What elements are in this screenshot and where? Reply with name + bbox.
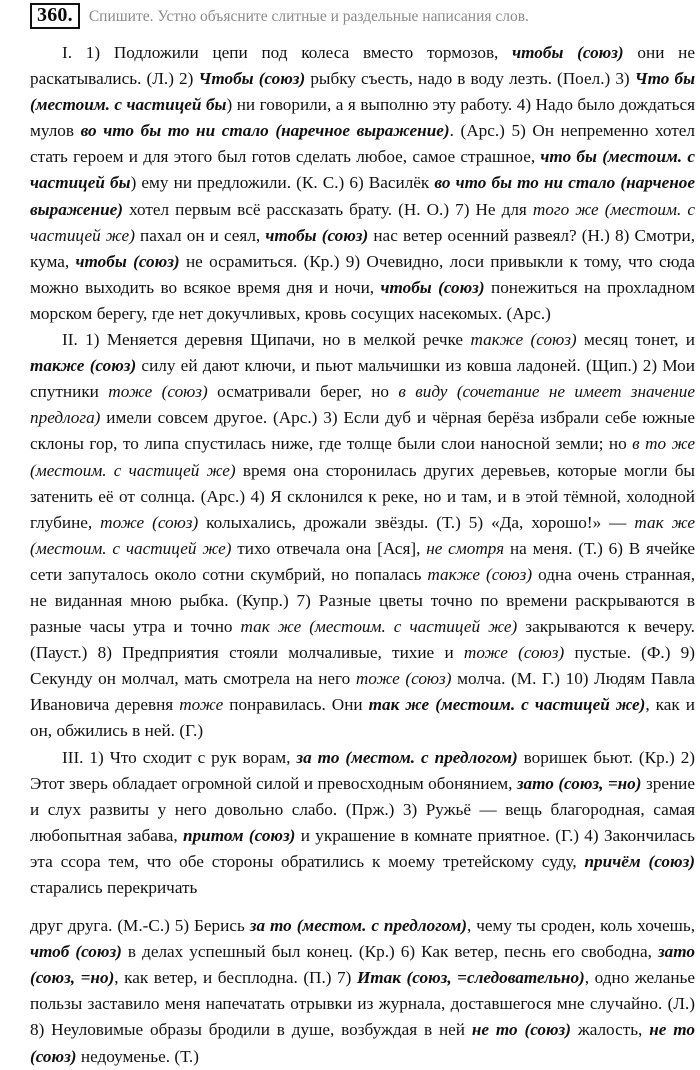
emphasis-italic: в виду (сочетание не имеет значение предлога) bbox=[30, 382, 695, 428]
text-run: рыбку съесть, надо в воду лезть. (Поел.) 3) bbox=[305, 69, 635, 89]
emphasis-bold-italic: также (союз) bbox=[30, 356, 137, 376]
text-run: , как и он, обжились в ней. (Г.) bbox=[30, 695, 696, 741]
text-run: воришек бьют. (Кр.) 2) Этот зверь обладает огромной силой и превосходным обонянием, bbox=[30, 747, 696, 793]
emphasis-bold-italic: во что бы то ни стало (наречное выражение) bbox=[80, 121, 450, 141]
emphasis-bold-italic: за то (местом. с предлогом) bbox=[296, 747, 518, 767]
text-run: зрение и слух развиты у него довольно слабо. (Прж.) 3) Ружьё — вещь благородная, самая любопытная забава, bbox=[30, 773, 695, 845]
emphasis-bold-italic: Что бы (местоим. с частицей бы bbox=[30, 69, 695, 115]
text-run: одна очень странная, не виданная мною рыбка. (Купр.) 7) Разные цветы точно по времени раскрываются в разные часы утра и точно bbox=[30, 564, 695, 637]
emphasis-italic: в то же (местоим. с частицей же) bbox=[30, 434, 695, 480]
text-run: они не раскатывались. (Л.) 2) bbox=[30, 43, 695, 89]
emphasis-bold-italic: не то (союз) bbox=[30, 1020, 695, 1066]
emphasis-italic: того же (местоим. с частицей же) bbox=[30, 199, 695, 245]
section-paragraph-3 bbox=[30, 745, 695, 902]
emphasis-italic: тоже (союз) bbox=[355, 669, 452, 689]
emphasis-bold-italic: зато (союз, =но) bbox=[516, 773, 642, 793]
emphasis-bold-italic: чтобы (союз) bbox=[265, 225, 369, 245]
emphasis-bold-italic: Итак (союз, =следовательно) bbox=[356, 968, 585, 988]
emphasis-bold-italic: во что бы то ни стало (нарченое выражение) bbox=[30, 173, 695, 219]
emphasis-italic: тоже (союз) bbox=[108, 382, 208, 402]
text-run: имели совсем другое. (Арс.) 3) Если дуб и чёрная берёза избрали себе южные склоны гор, то липа спустилась ниже, где толще были слои наносной земли; но bbox=[30, 408, 695, 454]
column-break-spacer bbox=[30, 901, 695, 913]
text-run: . (Арс.) 5) Он непременно хотел стать героем и для этого был готов сделать любое, самое страшное, bbox=[30, 121, 695, 167]
emphasis-italic: так же (местоим. с частицей же) bbox=[240, 617, 518, 637]
emphasis-italic: тоже (союз) bbox=[100, 512, 199, 532]
text-run: в делах успешный был конец. (Кр.) 6) Как ветер, песнь его свободна, bbox=[121, 942, 658, 962]
text-run: недоуменье. (Т.) bbox=[76, 1046, 199, 1066]
text-run: старались перекричать bbox=[30, 878, 198, 897]
text-run: жалость, bbox=[570, 1020, 650, 1040]
text-run: закрываются к вечеру. (Пауст.) 8) Предприятия стояли молчаливые, тихие и bbox=[30, 617, 695, 663]
text-run: на меня. (Т.) 6) В ячейке сети запуталось около сотни скумбрий, но попалась bbox=[30, 538, 695, 584]
text-run: ) ему ни предложили. (К. С.) 6) Василёк bbox=[130, 173, 435, 193]
emphasis-bold-italic: чтобы (союз) bbox=[512, 43, 624, 62]
text-run: понежиться на прохладном морском берегу, где нет докучливых, кровь сосущих насекомых. (Арс.) bbox=[30, 277, 696, 323]
emphasis-bold-italic: за то (местом. с предлогом) bbox=[249, 916, 467, 936]
text-run: хотел первым всё рассказать брату. (Н. О.) 7) Не для bbox=[123, 199, 533, 219]
emphasis-italic: также (союз) bbox=[470, 330, 577, 350]
text-run: пустые. (Ф.) 9) Секунду он молчал, мать смотрела на него bbox=[30, 643, 696, 689]
emphasis-bold-italic: зато (союз, =но) bbox=[30, 942, 695, 988]
text-run: , как ветер, и бесплодна. (П.) 7) bbox=[114, 968, 357, 988]
exercise-header bbox=[0, 0, 700, 30]
section-paragraph-3-continued bbox=[30, 913, 695, 1070]
text-run: осматривали берег, но bbox=[207, 382, 399, 402]
emphasis-bold-italic: чтоб (союз) bbox=[30, 942, 122, 962]
emphasis-italic: тоже bbox=[179, 695, 224, 715]
emphasis-bold-italic: Чтобы (союз) bbox=[198, 69, 306, 89]
emphasis-bold-italic: что бы (местоим. с частицей бы bbox=[30, 147, 695, 193]
text-run: нас ветер осенний развеял? (Н.) 8) Смотри, кума, bbox=[30, 225, 695, 271]
text-run: друг друга. (М.-С.) 5) Берись bbox=[30, 916, 250, 936]
text-run: II. 1) Меняется деревня Щипачи, но в мелкой речке bbox=[62, 330, 471, 350]
emphasis-bold-italic: чтобы (союз) bbox=[75, 251, 180, 271]
emphasis-bold-italic: притом (союз) bbox=[183, 825, 296, 845]
emphasis-italic: так же (местоим. с частицей же) bbox=[30, 512, 695, 558]
text-run: ) ни говорили, а я выполню эту работу. 4) Надо было дождаться мулов bbox=[30, 95, 695, 141]
exercise-number-badge: 360. bbox=[30, 3, 80, 29]
text-run: I. 1) Подложили цепи под колеса вместо тормозов, bbox=[62, 43, 513, 62]
text-run: силу ей дают ключи, и пьют мальчишки из ковша ладоней. (Щип.) 2) Мои спутники bbox=[30, 356, 695, 402]
emphasis-bold-italic: не то (союз) bbox=[471, 1020, 571, 1040]
emphasis-bold-italic: так же (местоим. с частицей же) bbox=[368, 695, 646, 715]
emphasis-italic: тоже (союз) bbox=[463, 643, 565, 663]
text-run: месяц тонет, и bbox=[576, 330, 695, 350]
section-paragraph-2 bbox=[30, 327, 695, 745]
text-run: не осрамиться. (Кр.) 9) Очевидно, лоси привыкли к тому, что сюда можно выходить во всякое время дня и ночи, bbox=[30, 251, 695, 297]
text-run: пахал он и сеял, bbox=[134, 225, 266, 245]
text-run: и украшение в комнате приятное. (Г.) 4) Закончилась эта ссора тем, что обе стороны обратились к моему третейскому суду, bbox=[30, 825, 695, 871]
exercise-body bbox=[0, 40, 700, 1070]
emphasis-bold-italic: причём (союз) bbox=[584, 851, 695, 871]
text-run: молча. (М. Г.) 10) Людям Павла Ивановича деревня bbox=[30, 669, 695, 715]
exercise-instruction: Спишите. Устно объясните слитные и раздельные написания слов. bbox=[88, 8, 529, 25]
emphasis-italic: не смотря bbox=[426, 538, 505, 558]
text-run: , одно желанье пользы заставило меня напечатать отрывки из журнала, доставшегося мне случайно. (Л.) 8) Неуловимые образы бродили в душе, возбуждая в ней bbox=[30, 968, 695, 1040]
emphasis-italic: также (союз) bbox=[427, 564, 533, 584]
emphasis-bold-italic: чтобы (союз) bbox=[380, 277, 485, 297]
text-run: III. 1) Что сходит с рук ворам, bbox=[62, 747, 297, 767]
text-run: колыхались, дрожали звёзды. (Т.) 5) «Да, хорошо!» — bbox=[198, 512, 635, 532]
text-run: время она сторонилась других деревьев, которые могли бы затенить её от солнца. (Арс.) 4) Я склонился к реке, но и там, и в этой тёмной, холодной глубине, bbox=[30, 460, 695, 532]
text-run: тихо отвечала она [Ася], bbox=[231, 538, 427, 558]
section-paragraph-1 bbox=[30, 40, 695, 327]
text-run: понравилась. Они bbox=[223, 695, 369, 715]
text-run: , чему ты сроден, коль хочешь, bbox=[466, 916, 695, 936]
